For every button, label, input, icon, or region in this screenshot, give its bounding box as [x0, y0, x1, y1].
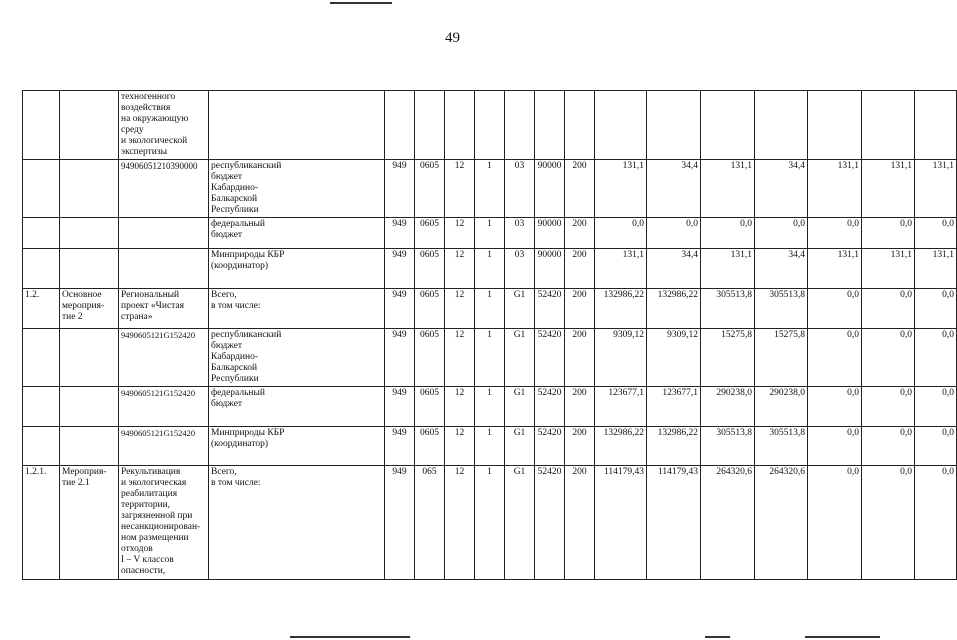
scan-bottom-rule: [805, 636, 880, 638]
table-row: 9490605121G152420 федеральный бюджет 949 0605 12 1 G1 52420 200 123677,1 123677,1 290238,0 290238,0 0,0 0,0 0,0: [23, 387, 957, 427]
table-row: 94906051210390000 республиканский бюджет Кабардино- Балкарской Республики 949 0605 12 1 03 90000 200 131,1 34,4 131,1 34,4 131,1 131,1 131,1: [23, 160, 957, 218]
scan-bottom-rule: [290, 636, 410, 638]
budget-code: 9490605121G152420: [119, 427, 209, 466]
event-name: техногенного воздействия на окружающую среду и экологической экспертизы: [119, 91, 209, 160]
funding-source: Минприроды КБР (координатор): [209, 427, 385, 466]
budget-code: 9490605121G152420: [119, 329, 209, 387]
table-row: [23, 91, 957, 160]
item-number: 1.2.: [23, 289, 60, 329]
item-number: 1.2.1.: [23, 466, 60, 580]
budget-code: 94906051210390000: [119, 160, 209, 218]
budget-table: [22, 90, 957, 580]
page-number: 49: [445, 30, 460, 46]
funding-source: федеральный бюджет: [209, 218, 385, 249]
event-name: Региональный проект «Чистая страна»: [119, 289, 209, 329]
item-type: Мероприя- тие 2.1: [60, 466, 119, 580]
table-row: 1.2. Основное мероприя- тие 2 Региональный проект «Чистая страна» Всего, в том числе: 949 0605 12 1 G1 52420 200 132986,22 132986,22 305513,8 305513,8 0,0 0,0 0,0: [23, 289, 957, 329]
table-row: федеральный бюджет 949 0605 12 1 03 90000 200 0,0 0,0 0,0 0,0 0,0 0,0 0,0: [23, 218, 957, 249]
budget-code: 9490605121G152420: [119, 387, 209, 427]
scan-top-rule: [330, 2, 392, 4]
funding-source: Всего, в том числе:: [209, 289, 385, 329]
table-row: 9490605121G152420 Минприроды КБР (координатор) 949 0605 12 1 G1 52420 200 132986,22 132986,22 305513,8 305513,8 0,0 0,0 0,0: [23, 427, 957, 466]
funding-source: федеральный бюджет: [209, 387, 385, 427]
item-type: Основное мероприя- тие 2: [60, 289, 119, 329]
funding-source: республиканский бюджет Кабардино- Балкарской Республики: [209, 160, 385, 218]
table-row: 9490605121G152420 республиканский бюджет Кабардино- Балкарской Республики 949 0605 12 1 G1 52420 200 9309,12 9309,12 15275,8 15275,8 0,0 0,0 0,0: [23, 329, 957, 387]
funding-source: Минприроды КБР (координатор): [209, 249, 385, 289]
scan-bottom-rule: [705, 636, 730, 638]
table-row: Минприроды КБР (координатор) 949 0605 12 1 03 90000 200 131,1 34,4 131,1 34,4 131,1 131,1 131,1: [23, 249, 957, 289]
table-row: 1.2.1. Мероприя- тие 2.1 Рекультивация и экологическая реабилитация территории, загрязненной при несанкционирован- ном размещении отходов I – V классов опасности, Всего, в том числе: 949 065 12 1 G1 52420 200 114179,43 114179,43 264320,6 264320,6 0,0 0,0 0,0: [23, 466, 957, 580]
event-name: Рекультивация и экологическая реабилитация территории, загрязненной при несанкционирован- ном размещении отходов I – V классов опасности,: [119, 466, 209, 580]
funding-source: Всего, в том числе:: [209, 466, 385, 580]
funding-source: республиканский бюджет Кабардино- Балкарской Республики: [209, 329, 385, 387]
